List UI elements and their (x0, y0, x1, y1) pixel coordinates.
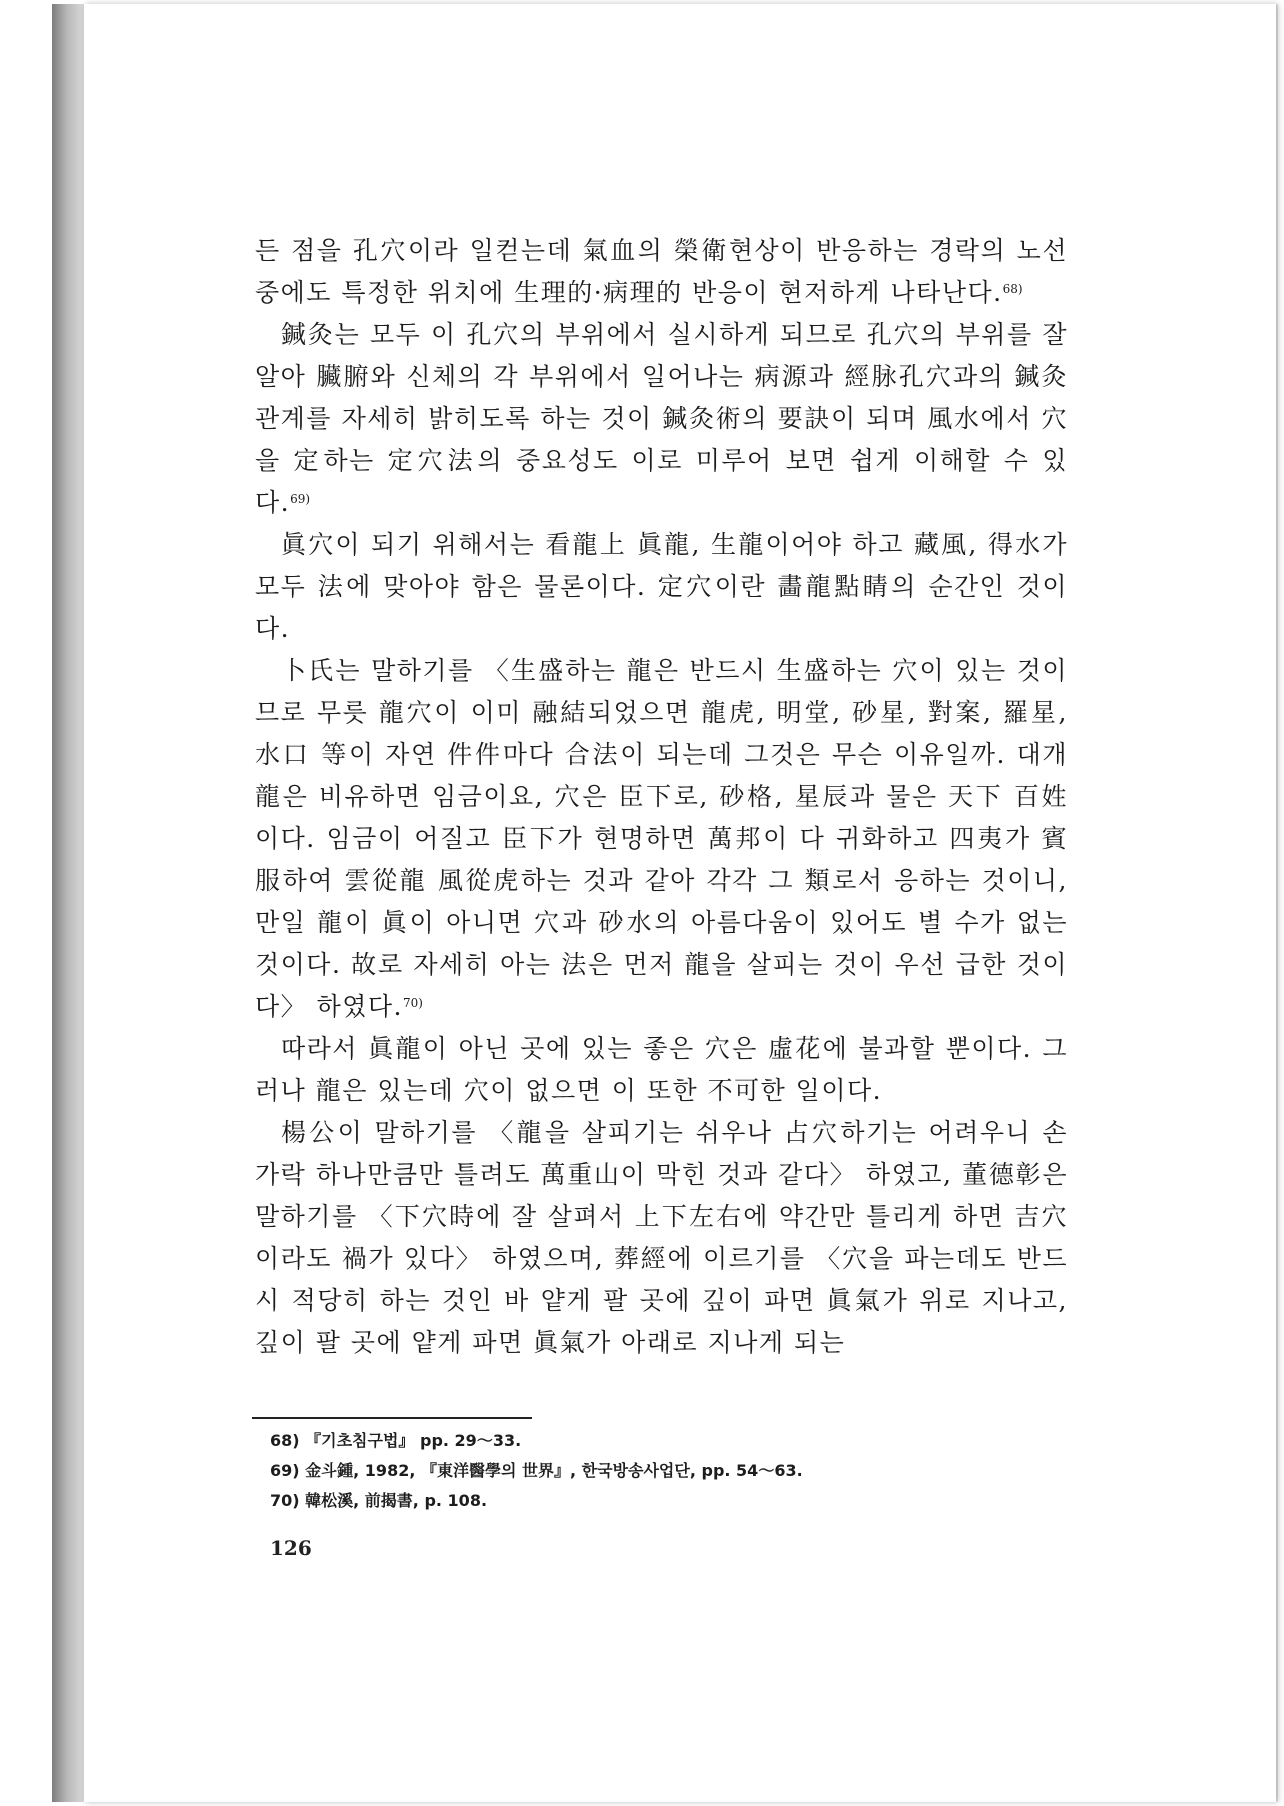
paragraph-text: 眞穴이 되기 위해서는 看龍上 眞龍, 生龍이어야 하고 藏風, 得水가 모두 法에 맞아야 함은 물론이다. 定穴이란 畵龍點睛의 순간인 것이다. (255, 530, 1068, 643)
paragraph-text: 鍼灸는 모두 이 孔穴의 부위에서 실시하게 되므로 孔穴의 부위를 잘 알아 臟腑와 신체의 각 부위에서 일어나는 病源과 經脉孔穴과의 鍼灸관계를 자세히 밝히도록 하는 것이 鍼灸術의 要訣이 되며 風水에서 穴을 定하는 定穴法의 중요성도 이로 미루어 보면 쉽게 이해할 수 있다. (255, 320, 1068, 517)
paragraph (255, 230, 1068, 314)
paragraph (255, 314, 1068, 524)
paragraph (255, 1028, 1068, 1112)
body-text (255, 230, 1068, 1364)
paragraph (255, 1112, 1068, 1364)
paragraph (255, 524, 1068, 650)
footnote: 69) 金斗鍾, 1982, 『東洋醫學의 世界』, 한국방송사업단, pp. 54～63. (270, 1461, 803, 1480)
paragraph-text: 卜氏는 말하기를 〈生盛하는 龍은 반드시 生盛하는 穴이 있는 것이므로 무릇 龍穴이 이미 融結되었으면 龍虎, 明堂, 砂星, 對案, 羅星, 水口 等이 자연 件件마다 合法이 되는데 그것은 무슨 이유일까. 대개 龍은 비유하면 임금이요, 穴은 臣下로, 砂格, 星辰과 물은 天下 百姓이다. 임금이 어질고 臣下가 현명하면 萬邦이 다 귀화하고 四夷가 賓服하여 雲從龍 風從虎하는 것과 같아 각각 그 類로서 응하는 것이니, 만일 龍이 眞이 아니면 穴과 砂水의 아름다움이 있어도 별 수가 없는 것이다. 故로 자세히 아는 法은 먼저 龍을 살피는 것이 우선 급한 것이다〉 하였다. (255, 656, 1068, 1021)
footnote: 68) 『기초침구법』 pp. 29～33. (270, 1431, 522, 1450)
footnote-ref: 68) (1002, 282, 1023, 296)
footnote-ref: 69) (290, 492, 311, 506)
paragraph-text: 따라서 眞龍이 아닌 곳에 있는 좋은 穴은 虛花에 불과할 뿐이다. 그러나 龍은 있는데 穴이 없으면 이 또한 不可한 일이다. (255, 1034, 1068, 1105)
footnote-ref: 70) (403, 996, 423, 1010)
footnote: 70) 韓松溪, 前揭書, p. 108. (270, 1491, 488, 1510)
footnotes (270, 1426, 1070, 1516)
book-spine-edge (52, 4, 87, 1802)
page-number: 126 (270, 1536, 312, 1560)
footnote-divider (252, 1417, 532, 1419)
paragraph-text: 든 점을 孔穴이라 일컫는데 氣血의 榮衛현상이 반응하는 경락의 노선 중에도 특정한 위치에 生理的·病理的 반응이 현저하게 나타난다. (255, 236, 1068, 307)
paragraph-text: 楊公이 말하기를 〈龍을 살피기는 쉬우나 占穴하기는 어려우니 손가락 하나만큼만 틀려도 萬重山이 막힌 것과 같다〉 하였고, 董德彰은 말하기를 〈下穴時에 잘 살펴서 上下左右에 약간만 틀리게 하면 吉穴이라도 禍가 있다〉 하였으며, 葬經에 이르기를 〈穴을 파는데도 반드시 적당히 하는 것인 바 얕게 팔 곳에 깊이 파면 眞氣가 위로 지나고, 깊이 팔 곳에 얕게 파면 眞氣가 아래로 지나게 되는 (255, 1118, 1068, 1357)
paragraph (255, 650, 1068, 1028)
